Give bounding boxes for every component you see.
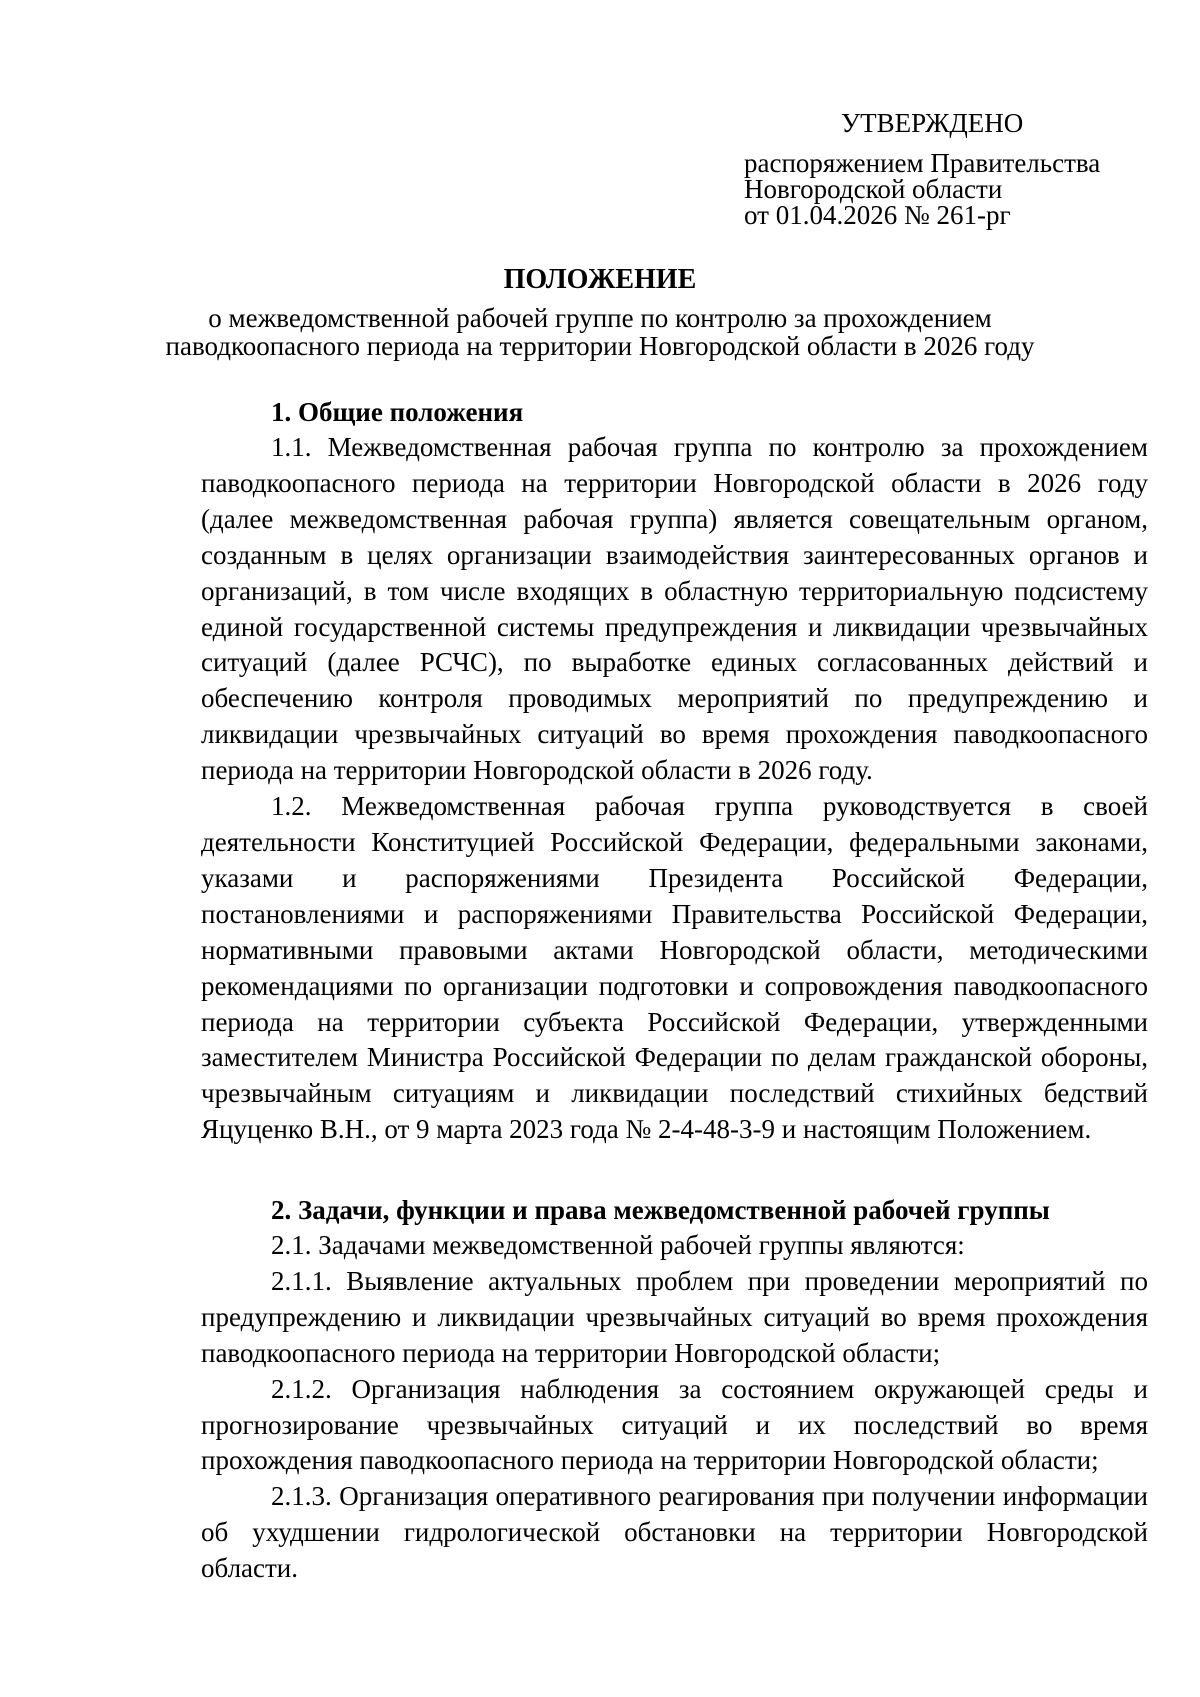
approval-line-3: от 01.04.2026 № 261-рг [744,200,1011,230]
section-heading: 2. Задачи, функции и права межведомственной рабочей группы [271,1195,1050,1225]
approval-block [744,106,1164,228]
section-tasks-functions-rights [201,1192,1148,1587]
section-heading: 1. Общие положения [271,397,524,427]
approval-title: УТВЕРЖДЕНО [841,108,1024,138]
document-subtitle: о межведомственной рабочей группе по контролю за прохождением паводкоопасного периода на территории Новгородской области в 2026 году [165,303,1035,361]
approval-line-2: Новгородской области [744,174,1003,204]
approval-line-1: распоряжением Правительства [744,148,1101,178]
paragraph-2-1-1: 2.1.1. Выявление актуальных проблем при проведении мероприятий по предупреждению и ликвидации чрезвычайных ситуаций во время прохождения паводкоопасного периода на территории Новгородской области; [201,1265,1148,1368]
document-title: ПОЛОЖЕНИЕ [503,264,697,295]
paragraph-2-1: 2.1. Задачами межведомственной рабочей группы являются: [271,1230,965,1260]
paragraph-1-1: 1.1. Межведомственная рабочая группа по контролю за прохождением паводкоопасного периода на территории Новгородской области в 2026 году (далее межведомственная рабочая группа) является совещательным органом, созданным в целях организации взаимодействия заинтересованных органов и организаций, в том числе входящих в областную территориальную подсистему единой государственной системы предупреждения и ликвидации чрезвычайных ситуаций (далее РСЧС), по выработке единых согласованных действий и обеспечению контроля проводимых мероприятий по предупреждению и ликвидации чрезвычайных ситуаций во время прохождения паводкоопасного периода на территории Новгородской области в 2026 году. [201,432,1148,786]
section-general-provisions [201,394,1148,1148]
paragraph-2-1-2: 2.1.2. Организация наблюдения за состоянием окружающей среды и прогнозирование чрезвычайных ситуаций и их последствий во время прохождения паводкоопасного периода на территории Новгородской области; [201,1373,1148,1476]
paragraph-2-1-3: 2.1.3. Организация оперативного реагирования при получении информации об ухудшении гидрологической обстановки на территории Новгородской области. [201,1481,1148,1584]
paragraph-1-2: 1.2. Межведомственная рабочая группа руководствуется в своей деятельности Конституцией Российской Федерации, федеральными законами, указами и распоряжениями Президента Российской Федерации, постановлениями и распоряжениями Правительства Российской Федерации, нормативными правовыми актами Новгородской области, методическими рекомендациями по организации подготовки и сопровождения паводкоопасного периода на территории субъекта Российской Федерации, утвержденными заместителем Министра Российской Федерации по делам гражданской обороны, чрезвычайным ситуациям и ликвидации последствий стихийных бедствий Яцуценко В.Н., от 9 марта 2023 года № 2-4-48-3-9 и настоящим Положением. [201,791,1148,1145]
